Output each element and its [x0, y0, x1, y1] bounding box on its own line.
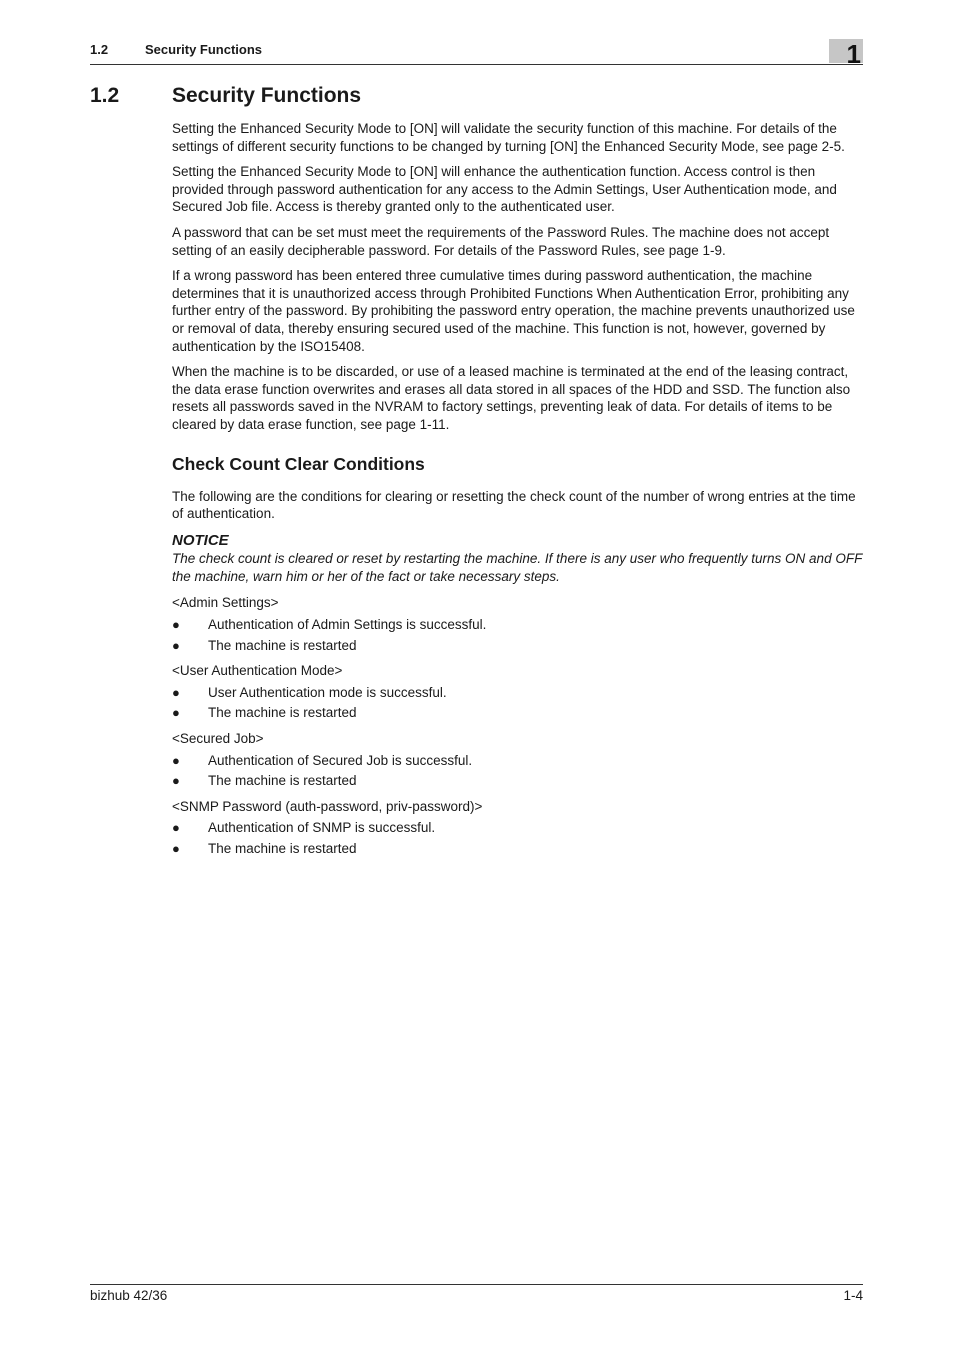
footer-page-number: 1-4 [843, 1288, 863, 1303]
main-content [172, 120, 864, 866]
list-item: ● The machine is restarted [172, 637, 357, 653]
notice-text: The check count is cleared or reset by restarting the machine. If there is any user who frequently turns ON and OFF the machine, warn him or her of the fact or take necessary steps. [172, 551, 863, 584]
condition-list [172, 616, 864, 654]
group-label-snmp-password: <SNMP Password (auth-password, priv-password)> [172, 798, 483, 814]
bullet-icon: ● [172, 684, 180, 700]
condition-list [172, 752, 864, 790]
bullet-icon: ● [172, 820, 180, 836]
footer-product-name: bizhub 42/36 [90, 1288, 168, 1303]
list-item: ● Authentication of Admin Settings is successful. [172, 617, 487, 633]
bullet-icon: ● [172, 637, 180, 653]
group-label-secured-job: <Secured Job> [172, 731, 264, 747]
footer-divider [90, 1284, 863, 1285]
group-label-admin-settings: <Admin Settings> [172, 595, 279, 611]
bullet-icon: ● [172, 617, 180, 633]
list-item: ● The machine is restarted [172, 841, 357, 856]
body-paragraph: If a wrong password has been entered three cumulative times during password authentication, the machine determines that it is unauthorized access through Prohibited Functions When Authentication Error, prohibiting any further entry of the password. By prohibiting the password entry operation, the machine prevents unauthorized use or removal of data, thereby ensuring secured used of the machine. This function is not, however, governed by authentication by the ISO15408. [172, 268, 855, 354]
bullet-icon: ● [172, 752, 180, 768]
subsection-intro: The following are the conditions for clearing or resetting the check count of the number of wrong entries at the time of authentication. [172, 488, 856, 522]
list-item: ● User Authentication mode is successful. [172, 684, 447, 700]
list-item: ● Authentication of SNMP is successful. [172, 820, 436, 836]
list-item: ● The machine is restarted [172, 705, 357, 721]
header-divider [90, 64, 863, 65]
chapter-number: 1 [846, 39, 861, 69]
section-title: Security Functions [172, 84, 362, 107]
body-paragraph: When the machine is to be discarded, or use of a leased machine is terminated at the end of the leasing contract, the data erase function overwrites and erases all data stored in all spaces of the HDD and SSD. The function also resets all passwords saved in the NVRAM to factory settings, preventing leak of data. For details of items to be cleared by data erase function, see page 1-11. [172, 364, 851, 432]
notice-heading: NOTICE [172, 531, 229, 549]
list-item: ● The machine is restarted [172, 773, 357, 789]
condition-list [172, 819, 864, 857]
section-number: 1.2 [90, 84, 120, 107]
header-section-number: 1.2 [90, 42, 109, 57]
group-label-user-authentication: <User Authentication Mode> [172, 663, 343, 679]
bullet-icon: ● [172, 705, 180, 721]
chapter-tab [829, 39, 863, 69]
bullet-icon: ● [172, 773, 180, 789]
body-paragraph: A password that can be set must meet the requirements of the Password Rules. The machine does not accept setting of an easily decipherable password. For details of the Password Rules, see page 1-9. [172, 224, 830, 258]
body-paragraph: Setting the Enhanced Security Mode to [ON] will validate the security function of this machine. For details of the settings of different security functions to be changed by turning [ON] the Enhanced Security Mode, see page 2-5. [172, 121, 845, 154]
bullet-icon: ● [172, 841, 180, 856]
list-item: ● Authentication of Secured Job is successful. [172, 752, 473, 768]
subsection-title: Check Count Clear Conditions [172, 453, 425, 474]
condition-list [172, 684, 864, 722]
body-paragraph: Setting the Enhanced Security Mode to [ON] will enhance the authentication function. Access control is then provided through password authentication for any access to the Admin Settings, User Authentication mode, and Secured Job file. Access is thereby granted only to the authenticated user. [172, 164, 837, 215]
header-section-title: Security Functions [145, 42, 263, 57]
